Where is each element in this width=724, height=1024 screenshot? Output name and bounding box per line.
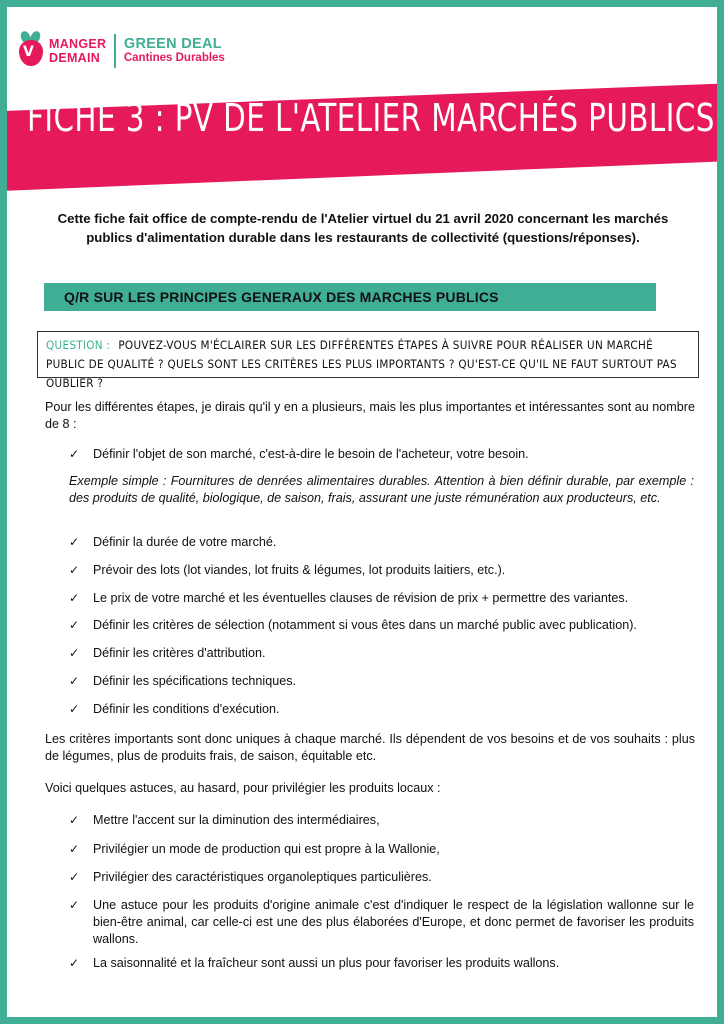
check-icon: ✓ [69,956,80,970]
intro-paragraph: Cette fiche fait office de compte-rendu de l'Atelier virtuel du 21 avril 2020 concernant les marchés publics d'alimentation durable dans les restaurants de collectivité (questions/réponses). [57,211,669,245]
green-deal-subtitle: Cantines Durables [123,52,225,64]
list-item [69,841,694,858]
check-icon: ✓ [69,870,80,884]
list-item [69,701,694,718]
check-icon: ✓ [69,898,80,912]
manger-demain-logo [49,37,106,65]
check-icon: ✓ [69,591,80,605]
list-item-text: Mettre l'accent sur la diminution des intermédiaires, [93,813,380,827]
list-item-text: Définir les conditions d'exécution. [93,702,280,716]
check-icon: ✓ [69,535,80,549]
check-icon: ✓ [69,674,80,688]
list-item [69,955,694,972]
list-item [69,897,694,948]
list-item-text: Privilégier des caractéristiques organoleptiques particulières. [93,870,432,884]
logo-mm-line2: DEMAIN [49,51,101,65]
list-item-text: Privilégier un mode de production qui est propre à la Wallonie, [93,842,440,856]
check-icon: ✓ [69,618,80,632]
question-text: POUVEZ-VOUS M'ÉCLAIRER SUR LES DIFFÉRENTES ÉTAPES À SUIVRE POUR RÉALISER UN MARCHÉ PUBLIC DE QUALITÉ ? QUELS SONT LES CRITÈRES LES PLUS IMPORTANTS ? QU'EST-CE QU'IL NE FAUT SURTOUT PAS OUBLIER ? [46,338,677,390]
list-item-text: Définir la durée de votre marché. [93,535,277,549]
list-item [69,645,694,662]
list-item-text: Une astuce pour les produits d'origine animale c'est d'indiquer le respect de la législation wallonne sur le bien-être animal, car celle-ci est une des plus élaborées d'Europe, et donc permet de favoriser les produits wallons. [93,898,694,946]
list-item [69,617,694,634]
radish-logo-icon: V [17,31,45,71]
list-item [69,446,694,463]
answer-paragraph-3: Voici quelques astuces, au hasard, pour privilégier les produits locaux : [45,781,441,795]
section-heading: Q/R SUR LES PRINCIPES GENERAUX DES MARCHES PUBLICS [44,283,656,311]
check-icon: ✓ [69,702,80,716]
check-icon: ✓ [69,646,80,660]
example-note: Exemple simple : Fournitures de denrées alimentaires durables. Attention à bien définir durable, par exemple : des produits de qualité, biologique, de saison, frais, assurant une juste rémunération aux producteurs, etc. [69,474,694,505]
list-item-text: Définir les spécifications techniques. [93,674,297,688]
list-item [69,673,694,690]
green-deal-logo [124,37,225,65]
list-item-text: Définir l'objet de son marché, c'est-à-dire le besoin de l'acheteur, votre besoin. [93,447,529,461]
question-box [37,331,699,390]
question-label: QUESTION : [46,338,111,352]
list-item [69,534,694,551]
logo-header [17,29,225,73]
list-item [69,812,694,829]
list-item-text: Définir les critères d'attribution. [93,646,266,660]
list-item [69,869,694,886]
answer-paragraph-1: Pour les différentes étapes, je dirais qu'il y en a plusieurs, mais les plus importantes et intéressantes sont au nombre de 8 : [45,400,695,431]
list-item [69,590,694,607]
answer-paragraph-2: Les critères importants sont donc uniques à chaque marché. Ils dépendent de vos besoins et de vos souhaits : plus de légumes, plus de produits frais, de saison, équitable etc. [45,732,695,763]
list-item [69,562,694,579]
logo-divider [114,34,116,68]
list-item-text: Le prix de votre marché et les éventuelles clauses de révision de prix + permettre des variantes. [93,591,629,605]
list-item-text: La saisonnalité et la fraîcheur sont aussi un plus pour favoriser les produits wallons. [93,956,560,970]
check-icon: ✓ [69,563,80,577]
check-icon: ✓ [69,842,80,856]
list-item-text: Définir les critères de sélection (notamment si vous êtes dans un marché public avec publication). [93,618,637,632]
check-icon: ✓ [69,447,80,461]
list-item-text: Prévoir des lots (lot viandes, lot fruits & légumes, lot produits laitiers, etc.). [93,563,506,577]
green-deal-title: GREEN DEAL [123,36,222,52]
logo-mm-line1: MANGER [49,37,107,51]
check-icon: ✓ [69,813,80,827]
page-title: FICHE 3 : PV DE L'ATELIER MARCHÉS PUBLICS [27,96,715,140]
